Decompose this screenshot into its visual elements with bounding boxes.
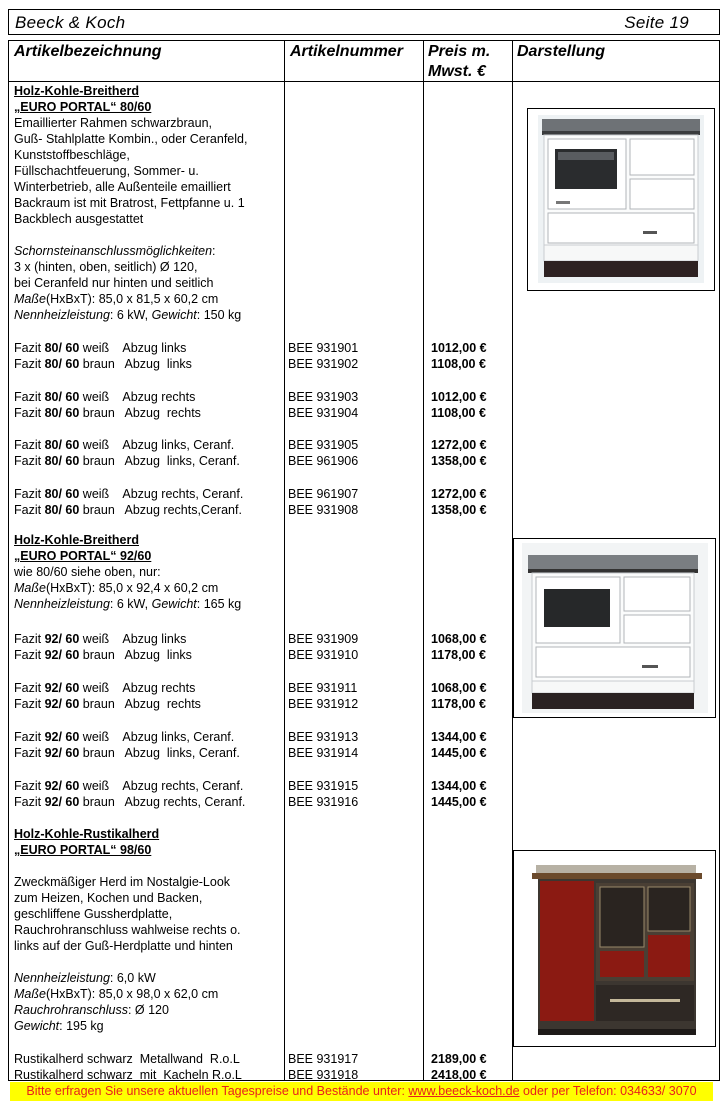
article-name: Fazit 92/ 60 braun Abzug rechts — [14, 697, 201, 711]
article-number: BEE 931916 — [288, 795, 359, 809]
desc-line: Backraum ist mit Bratrost, Fettpfanne u. 1 — [14, 196, 245, 210]
product-title: Holz-Kohle-Breitherd — [14, 84, 139, 98]
column-header-number: Artikelnummer — [290, 43, 403, 60]
rustic-stove-image — [513, 850, 716, 1047]
article-number: BEE 931910 — [288, 648, 359, 662]
article-price: 1012,00 € — [431, 341, 487, 355]
article-price: 1108,00 € — [431, 357, 486, 371]
article-price: 1445,00 € — [431, 795, 487, 809]
article-number: BEE 931917 — [288, 1052, 359, 1066]
article-price: 2189,00 € — [431, 1052, 487, 1066]
article-number: BEE 931901 — [288, 341, 359, 355]
article-number: BEE 931911 — [288, 681, 358, 695]
article-name: Fazit 92/ 60 braun Abzug rechts, Ceranf. — [14, 795, 246, 809]
article-number: BEE 931904 — [288, 406, 359, 420]
article-number: BEE 931912 — [288, 697, 359, 711]
article-number: BEE 931909 — [288, 632, 359, 646]
footer-banner: Bitte erfragen Sie unsere aktuellen Tagespreise und Bestände unter: www.beeck-koch.de oder per Telefon: 034633/ 3070 — [10, 1082, 713, 1101]
page-header — [8, 9, 720, 35]
article-number: BEE 931914 — [288, 746, 359, 760]
article-name: Fazit 92/ 60 braun Abzug links, Ceranf. — [14, 746, 240, 760]
spec-line: Nennheizleistung: 6,0 kW — [14, 971, 156, 985]
product-title: Holz-Kohle-Rustikalherd — [14, 827, 160, 841]
desc-line: geschliffene Gussherdplatte, — [14, 907, 173, 921]
desc-line: Kunststoffbeschläge, — [14, 148, 130, 162]
article-number: BEE 931908 — [288, 503, 359, 517]
stove-92-60-image — [513, 538, 716, 718]
article-number: BEE 931903 — [288, 390, 359, 404]
article-price: 1178,00 € — [431, 648, 486, 662]
article-number: BEE 931905 — [288, 438, 359, 452]
spec-line: Maße(HxBxT): 85,0 x 81,5 x 60,2 cm — [14, 292, 219, 306]
article-name: Rustikalherd schwarz Metallwand R.o.L — [14, 1052, 240, 1066]
article-name: Fazit 92/ 60 weiß Abzug links, Ceranf. — [14, 730, 235, 744]
product-model: „EURO PORTAL“ 92/60 — [14, 549, 152, 563]
column-header-price: Preis m. Mwst. € — [428, 43, 491, 80]
column-header-image: Darstellung — [517, 43, 606, 60]
product-model: „EURO PORTAL“ 98/60 — [14, 843, 152, 857]
spec-line: Nennheizleistung: 6 kW, Gewicht: 165 kg — [14, 597, 242, 611]
article-name: Fazit 80/ 60 braun Abzug rechts,Ceranf. — [14, 503, 242, 517]
article-name: Rustikalherd schwarz mit Kacheln R.o.L — [14, 1068, 242, 1082]
article-price: 1272,00 € — [431, 438, 487, 452]
desc-line: Winterbetrieb, alle Außenteile emailliert — [14, 180, 231, 194]
article-name: Fazit 92/ 60 braun Abzug links — [14, 648, 192, 662]
article-name: Fazit 80/ 60 braun Abzug rechts — [14, 406, 201, 420]
article-name: Fazit 92/ 60 weiß Abzug rechts, Ceranf. — [14, 779, 244, 793]
article-number: BEE 961907 — [288, 487, 359, 501]
desc-line: wie 80/60 siehe oben, nur: — [14, 565, 161, 579]
product-title: Holz-Kohle-Breitherd — [14, 533, 139, 547]
article-price: 2418,00 € — [431, 1068, 487, 1082]
spec-line: Maße(HxBxT): 85,0 x 98,0 x 62,0 cm — [14, 987, 219, 1001]
article-price: 1344,00 € — [431, 730, 487, 744]
product-model: „EURO PORTAL“ 80/60 — [14, 100, 152, 114]
spec-line: Schornsteinanschlussmöglichkeiten: — [14, 244, 216, 258]
desc-line: zum Heizen, Kochen und Backen, — [14, 891, 203, 905]
desc-line: Rauchrohranschluss wahlweise rechts o. — [14, 923, 241, 937]
spec-line: Rauchrohranschluss: Ø 120 — [14, 1003, 169, 1017]
article-price: 1178,00 € — [431, 697, 486, 711]
product-table — [8, 40, 720, 1081]
article-name: Fazit 92/ 60 weiß Abzug links — [14, 632, 187, 646]
article-price: 1358,00 € — [431, 454, 487, 468]
website-link[interactable]: www.beeck-koch.de — [408, 1084, 520, 1098]
article-price: 1108,00 € — [431, 406, 486, 420]
article-price: 1344,00 € — [431, 779, 487, 793]
article-name: Fazit 80/ 60 weiß Abzug links — [14, 341, 187, 355]
section-euro-portal-92-60 — [14, 532, 282, 612]
article-price: 1272,00 € — [431, 487, 487, 501]
article-name: Fazit 92/ 60 weiß Abzug rechts — [14, 681, 196, 695]
desc-line: links auf der Guß-Herdplatte und hinten — [14, 939, 233, 953]
spec-line: 3 x (hinten, oben, seitlich) Ø 120, — [14, 260, 198, 274]
article-number: BEE 961906 — [288, 454, 359, 468]
spec-line: bei Ceranfeld nur hinten und seitlich — [14, 276, 214, 290]
article-name: Fazit 80/ 60 weiß Abzug links, Ceranf. — [14, 438, 235, 452]
page-number: Seite 19 — [624, 13, 689, 32]
spec-line: Gewicht: 195 kg — [14, 1019, 104, 1033]
article-name: Fazit 80/ 60 weiß Abzug rechts, Ceranf. — [14, 487, 244, 501]
company-name: Beeck & Koch — [15, 13, 126, 32]
article-number: BEE 931913 — [288, 730, 359, 744]
article-price: 1445,00 € — [431, 746, 487, 760]
article-number: BEE 931918 — [288, 1068, 359, 1082]
desc-line: Backblech ausgestattet — [14, 212, 144, 226]
article-name: Fazit 80/ 60 braun Abzug links, Ceranf. — [14, 454, 240, 468]
article-price: 1012,00 € — [431, 390, 487, 404]
desc-line: Emaillierter Rahmen schwarzbraun, — [14, 116, 212, 130]
article-price: 1068,00 € — [431, 632, 487, 646]
desc-line: Guß- Stahlplatte Kombin., oder Ceranfeld, — [14, 132, 248, 146]
article-name: Fazit 80/ 60 braun Abzug links — [14, 357, 192, 371]
section-euro-portal-80-60 — [14, 83, 282, 323]
spec-line: Nennheizleistung: 6 kW, Gewicht: 150 kg — [14, 308, 242, 322]
spec-line: Maße(HxBxT): 85,0 x 92,4 x 60,2 cm — [14, 581, 219, 595]
desc-line: Zweckmäßiger Herd im Nostalgie-Look — [14, 875, 231, 889]
desc-line: Füllschachtfeuerung, Sommer- u. — [14, 164, 199, 178]
article-number: BEE 931902 — [288, 357, 359, 371]
stove-80-60-image — [527, 108, 715, 291]
section-euro-portal-98-60 — [14, 826, 282, 1034]
article-price: 1068,00 € — [431, 681, 487, 695]
article-price: 1358,00 € — [431, 503, 487, 517]
column-header-name: Artikelbezeichnung — [14, 43, 162, 60]
article-name: Fazit 80/ 60 weiß Abzug rechts — [14, 390, 196, 404]
article-number: BEE 931915 — [288, 779, 359, 793]
